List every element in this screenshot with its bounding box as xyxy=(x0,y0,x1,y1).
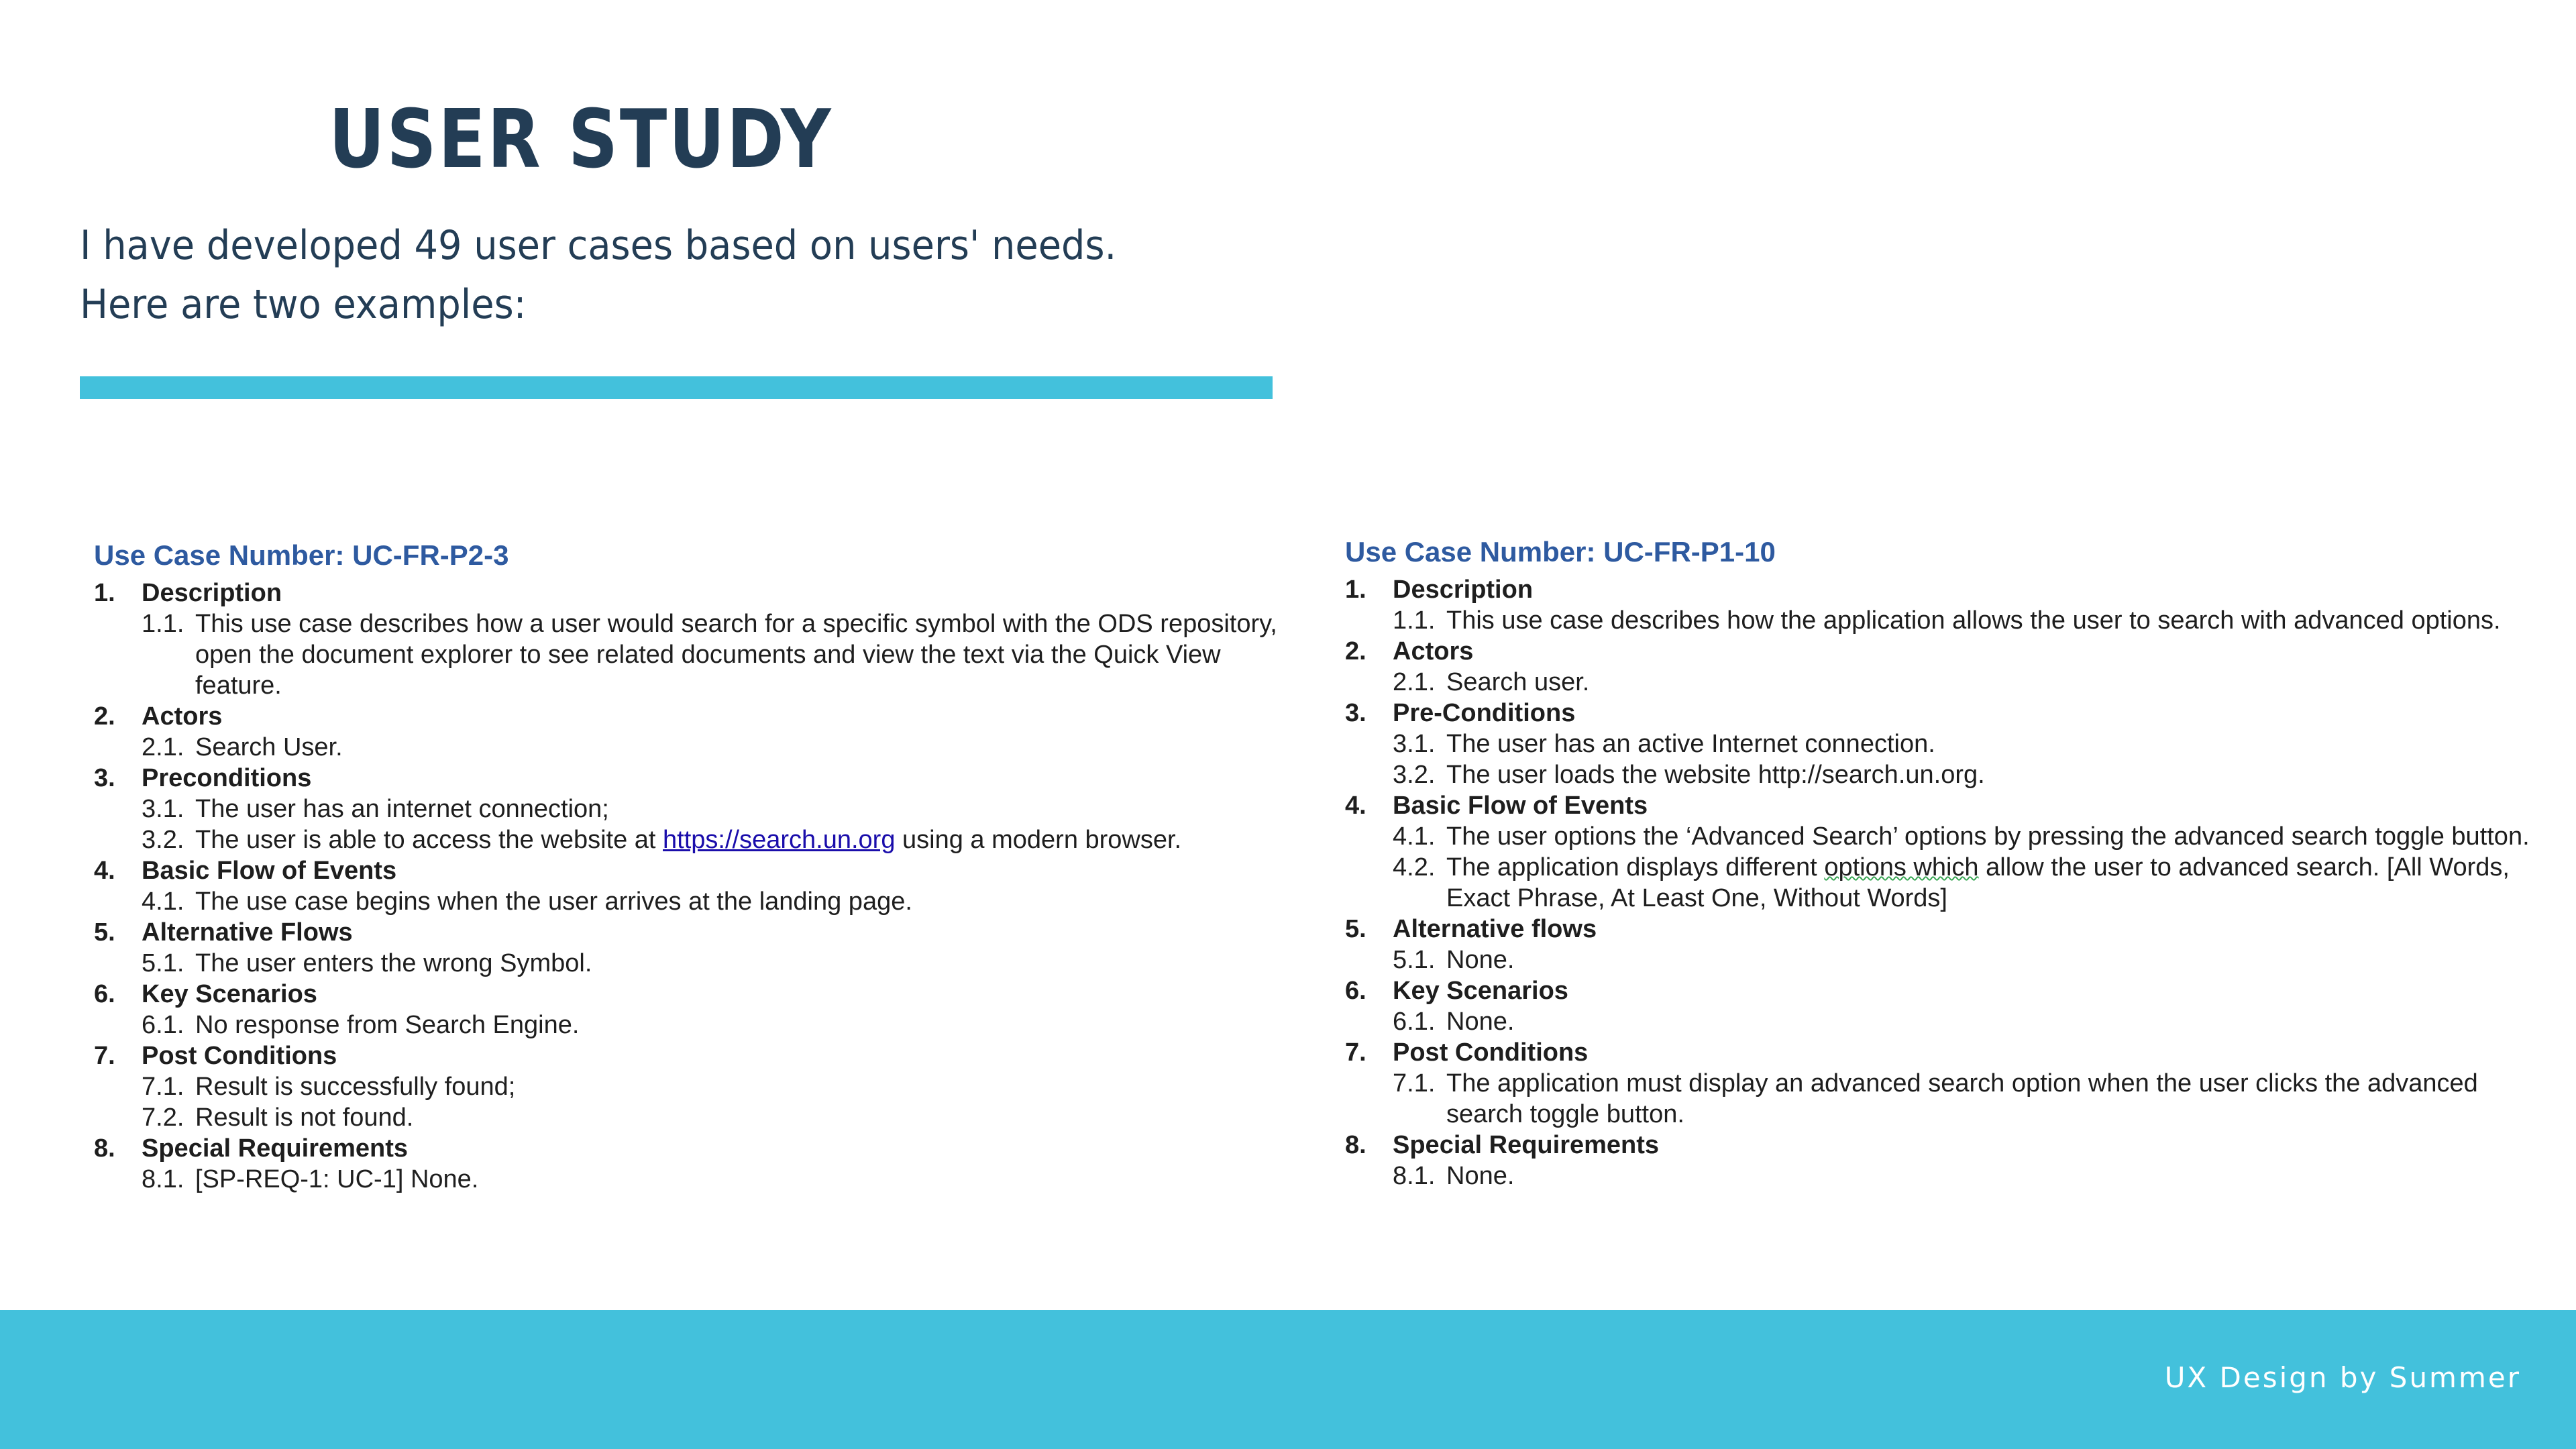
section-number: 3. xyxy=(1345,699,1366,727)
item-text: The user has an internet connection; xyxy=(195,795,609,823)
section-key-scenarios xyxy=(94,979,1288,1010)
item-text: None. xyxy=(1446,946,1515,974)
section-alternative-flows xyxy=(1345,914,2559,945)
section-preconditions xyxy=(94,763,1288,794)
item-number: 3.1. xyxy=(1393,730,1436,758)
section-number: 1. xyxy=(94,579,115,607)
item-number: 6.1. xyxy=(142,1011,184,1039)
item-number: 1.1. xyxy=(142,610,184,638)
list-item xyxy=(1345,945,2559,975)
item-text xyxy=(195,824,1288,855)
list-item xyxy=(94,824,1288,855)
section-title: Basic Flow of Events xyxy=(1393,792,1648,820)
section-title: Alternative Flows xyxy=(142,918,353,947)
item-number: 6.1. xyxy=(1393,1008,1436,1036)
section-title: Description xyxy=(142,579,282,607)
item-number: 5.1. xyxy=(142,949,184,977)
item-text: This use case describes how the application allows the user to search with advanced options. xyxy=(1446,606,2501,635)
item-number: 4.1. xyxy=(1393,822,1436,851)
item-text: None. xyxy=(1446,1162,1515,1190)
item-text: The user has an active Internet connection. xyxy=(1446,730,1935,758)
section-special-requirements xyxy=(94,1133,1288,1164)
section-title: Alternative flows xyxy=(1393,915,1597,943)
list-item xyxy=(94,1071,1288,1102)
item-text: Search User. xyxy=(195,733,343,761)
section-number: 7. xyxy=(94,1042,115,1070)
section-key-scenarios xyxy=(1345,975,2559,1006)
section-number: 4. xyxy=(1345,792,1366,820)
section-number: 4. xyxy=(94,857,115,885)
item-number: 8.1. xyxy=(1393,1162,1436,1190)
item-number: 7.1. xyxy=(1393,1069,1436,1097)
section-number: 5. xyxy=(94,918,115,947)
section-number: 6. xyxy=(94,980,115,1008)
item-number: 4.1. xyxy=(142,888,184,916)
item-text-before-squiggle: The application displays different xyxy=(1446,853,1825,881)
section-number: 6. xyxy=(1345,977,1366,1005)
item-text: The user enters the wrong Symbol. xyxy=(195,949,592,977)
list-item xyxy=(94,948,1288,979)
section-actors xyxy=(1345,636,2559,667)
search-un-link[interactable]: https://search.un.org xyxy=(663,826,896,854)
accent-divider-bar xyxy=(80,376,1273,399)
section-actors xyxy=(94,701,1288,732)
item-number: 5.1. xyxy=(1393,946,1436,974)
section-number: 7. xyxy=(1345,1038,1366,1067)
item-text: The user options the ‘Advanced Search’ options by pressing the advanced search toggle button. xyxy=(1446,822,2530,851)
section-title: Key Scenarios xyxy=(142,980,317,1008)
item-number: 8.1. xyxy=(142,1165,184,1193)
use-case-heading: Use Case Number: UC-FR-P1-10 xyxy=(1345,536,1776,568)
item-text: Result is successfully found; xyxy=(195,1073,516,1101)
item-text: Result is not found. xyxy=(195,1104,414,1132)
item-text: Search user. xyxy=(1446,668,1590,696)
item-number: 2.1. xyxy=(1393,668,1436,696)
item-number: 3.1. xyxy=(142,795,184,823)
slide-title: USER STUDY xyxy=(329,93,833,186)
list-item xyxy=(94,794,1288,824)
section-description xyxy=(94,578,1288,608)
intro-line-2: Here are two examples: xyxy=(80,281,527,328)
item-number: 2.1. xyxy=(142,733,184,761)
footer-bar xyxy=(0,1310,2576,1449)
item-number: 3.2. xyxy=(142,826,184,854)
footer-credit: UX Design by Summer xyxy=(2164,1361,2521,1394)
item-number: 7.2. xyxy=(142,1104,184,1132)
section-title: Actors xyxy=(142,702,223,731)
list-item xyxy=(94,608,1288,701)
section-number: 1. xyxy=(1345,576,1366,604)
item-number: 7.1. xyxy=(142,1073,184,1101)
item-text: The application must display an advanced search option when the user clicks the advanced search toggle button. xyxy=(1446,1069,2478,1128)
section-post-conditions xyxy=(1345,1037,2559,1068)
section-title: Description xyxy=(1393,576,1534,604)
item-text-before-link: The user is able to access the website at xyxy=(195,826,663,854)
list-item xyxy=(1345,1006,2559,1037)
section-title: Special Requirements xyxy=(1393,1131,1660,1159)
section-alternative-flows xyxy=(94,917,1288,948)
section-title: Key Scenarios xyxy=(1393,977,1568,1005)
list-item xyxy=(1345,852,2559,914)
section-title: Basic Flow of Events xyxy=(142,857,397,885)
list-item xyxy=(1345,1068,2559,1130)
section-title: Pre-Conditions xyxy=(1393,699,1576,727)
use-case-heading: Use Case Number: UC-FR-P2-3 xyxy=(94,539,509,571)
use-case-uc-fr-p2-3 xyxy=(94,533,1288,1195)
section-description xyxy=(1345,574,2559,605)
section-number: 2. xyxy=(1345,637,1366,665)
list-item xyxy=(94,886,1288,917)
item-text: None. xyxy=(1446,1008,1515,1036)
item-text xyxy=(1446,852,2559,914)
item-text: This use case describes how a user would search for a specific symbol with the ODS repository, open the document explorer to see related documents and view the text via the Quick View feature. xyxy=(195,610,1277,700)
section-title: Post Conditions xyxy=(1393,1038,1589,1067)
intro-text xyxy=(80,216,1116,334)
section-title: Preconditions xyxy=(142,764,312,792)
list-item xyxy=(1345,605,2559,636)
section-pre-conditions xyxy=(1345,698,2559,729)
list-item xyxy=(1345,759,2559,790)
section-basic-flow xyxy=(94,855,1288,886)
item-text: [SP-REQ-1: UC-1] None. xyxy=(195,1165,479,1193)
section-basic-flow xyxy=(1345,790,2559,821)
item-number: 1.1. xyxy=(1393,606,1436,635)
section-title: Special Requirements xyxy=(142,1134,409,1163)
item-text: No response from Search Engine. xyxy=(195,1011,580,1039)
section-number: 3. xyxy=(94,764,115,792)
item-text: The use case begins when the user arrives at the landing page. xyxy=(195,888,912,916)
list-item xyxy=(94,732,1288,763)
section-number: 8. xyxy=(1345,1131,1366,1159)
list-item xyxy=(1345,821,2559,852)
list-item xyxy=(94,1102,1288,1133)
section-special-requirements xyxy=(1345,1130,2559,1161)
section-title: Post Conditions xyxy=(142,1042,337,1070)
list-item xyxy=(94,1164,1288,1195)
section-title: Actors xyxy=(1393,637,1474,665)
item-number: 3.2. xyxy=(1393,761,1436,789)
grammar-flagged-text: options which xyxy=(1824,853,1979,881)
section-number: 8. xyxy=(94,1134,115,1163)
list-item xyxy=(94,1010,1288,1040)
item-text-after-squiggle: allow the user to advanced search. [All Words, Exact Phrase, At Least One, Without Words] xyxy=(1446,853,2510,912)
use-case-uc-fr-p1-10 xyxy=(1345,530,2559,1191)
list-item xyxy=(1345,1161,2559,1191)
section-post-conditions xyxy=(94,1040,1288,1071)
section-number: 2. xyxy=(94,702,115,731)
list-item xyxy=(1345,729,2559,759)
item-text: The user loads the website http://search.un.org. xyxy=(1446,761,1985,789)
item-text-after-link: using a modern browser. xyxy=(895,826,1182,854)
intro-line-1: I have developed 49 user cases based on users' needs. xyxy=(80,222,1117,269)
section-number: 5. xyxy=(1345,915,1366,943)
list-item xyxy=(1345,667,2559,698)
item-number: 4.2. xyxy=(1393,853,1436,881)
